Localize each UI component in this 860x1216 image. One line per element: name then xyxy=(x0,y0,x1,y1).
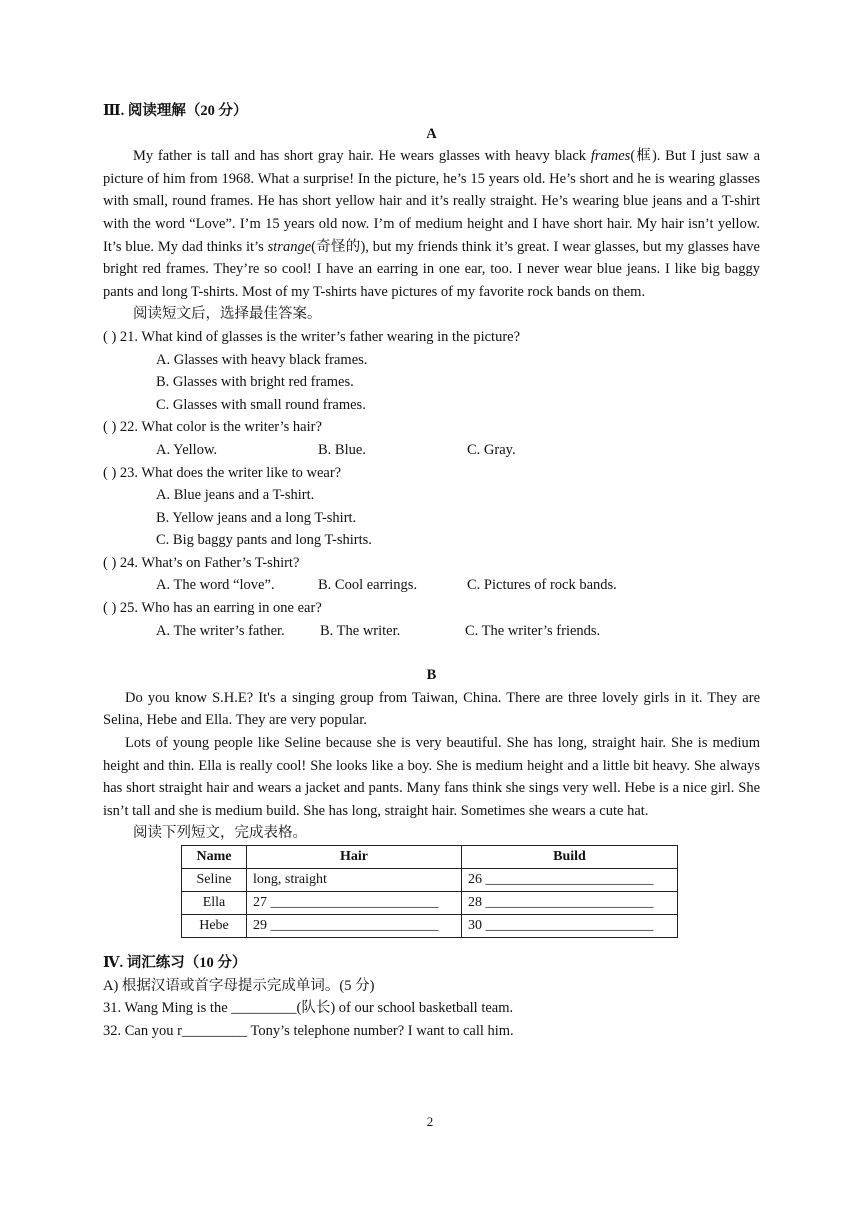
option-22a: A. Yellow. xyxy=(156,441,218,458)
passage-b-heading: B xyxy=(426,667,437,684)
passage-b-paragraph-1: Do you know S.H.E? It's a singing group from Taiwan, China. There are three lovely girls in it. They are Selina, Hebe and Ella. They are very popular. xyxy=(103,689,760,729)
option-23a: A. Blue jeans and a T-shirt. xyxy=(156,487,315,504)
section-4-part-a: A) 根据汉语或首字母提示完成单词。(5 分) xyxy=(103,977,375,994)
table-row xyxy=(182,869,678,892)
table-row xyxy=(182,915,678,938)
question-24: ( ) 24. What’s on Father’s T-shirt? xyxy=(103,554,300,571)
answer-blank-30[interactable]: 30 ________________________ xyxy=(462,915,678,938)
answer-blank-29[interactable]: 29 ________________________ xyxy=(247,915,462,938)
option-22c: C. Gray. xyxy=(467,441,516,458)
option-24c: C. Pictures of rock bands. xyxy=(467,577,617,594)
question-22: ( ) 22. What color is the writer’s hair? xyxy=(103,419,322,436)
table-header: Build xyxy=(462,846,678,869)
section-3-title: Ⅲ. 阅读理解（20 分） xyxy=(103,103,248,119)
spacer xyxy=(103,938,760,952)
option-24b: B. Cool earrings. xyxy=(318,577,418,594)
answer-blank-26[interactable]: 26 ________________________ xyxy=(462,869,678,892)
option-22b: B. Blue. xyxy=(318,441,366,458)
option-21c: C. Glasses with small round frames. xyxy=(156,396,366,413)
table-header-row xyxy=(182,846,678,869)
exam-page xyxy=(103,100,760,1042)
table-header: Hair xyxy=(247,846,462,869)
question-21: ( ) 21. What kind of glasses is the writer’s father wearing in the picture? xyxy=(103,328,521,345)
option-25a: A. The writer’s father. xyxy=(156,622,285,639)
option-21a: A. Glasses with heavy black frames. xyxy=(156,351,368,368)
option-21b: B. Glasses with bright red frames. xyxy=(156,374,354,391)
passage-a-heading: A xyxy=(426,125,437,142)
option-25b: B. The writer. xyxy=(320,622,401,639)
passage-a-text: My father is tall and has short gray hair. He wears glasses with heavy black frames(框). But I just saw a picture of him from 1968. What a surprise! In the picture, he’s 15 years old. He’s short and he is wearing glasses with small, round frames. He has short yellow hair and it’s really straight. He’s wearing blue jeans and a T-shirt with the word “Love”. I’m 15 years old now. I’m of medium height and I have short hair. My hair isn’t yellow. It’s blue. My dad thinks it’s strange(奇怪的), but my friends think it’s great. I wear glasses, but my glasses have bright red frames. They’re so cool! I have an earring in one ear, too. I never wear blue jeans. I like big baggy pants and long T-shirts. Most of my T-shirts have pictures of my favorite rock bands on them. xyxy=(103,148,761,300)
vocab-item-32: 32. Can you r_________ Tony’s telephone number? I want to call him. xyxy=(103,1022,514,1039)
options-25 xyxy=(103,620,760,643)
vocab-item-31: 31. Wang Ming is the _________(队长) of our school basketball team. xyxy=(103,1000,514,1017)
table-cell-name: Hebe xyxy=(182,915,247,938)
option-23c: C. Big baggy pants and long T-shirts. xyxy=(156,532,372,549)
table-header: Name xyxy=(182,846,247,869)
spacer xyxy=(103,642,760,664)
section-4-title: Ⅳ. 词汇练习（10 分） xyxy=(103,955,247,971)
passage-a-instruction: 阅读短文后，选择最佳答案。 xyxy=(133,306,322,323)
question-25: ( ) 25. Who has an earring in one ear? xyxy=(103,600,322,617)
question-23: ( ) 23. What does the writer like to wear? xyxy=(103,464,342,481)
answer-table xyxy=(181,845,678,938)
option-23b: B. Yellow jeans and a long T-shirt. xyxy=(156,509,357,526)
passage-b-instruction: 阅读下列短文，完成表格。 xyxy=(133,825,307,842)
options-24 xyxy=(103,574,760,597)
table-cell-name: Seline xyxy=(182,869,247,892)
page-number: 2 xyxy=(426,1114,434,1129)
answer-blank-27[interactable]: 27 ________________________ xyxy=(247,892,462,915)
answer-blank-28[interactable]: 28 ________________________ xyxy=(462,892,678,915)
options-22 xyxy=(103,439,760,462)
option-25c: C. The writer’s friends. xyxy=(465,622,601,639)
table-cell-name: Ella xyxy=(182,892,247,915)
passage-b-paragraph-2: Lots of young people like Seline because she is very beautiful. She has long, straight hair. She is medium height and thin. Ella is really cool! She looks like a boy. She is medium height and a little bit heavy. She always has short straight hair and wears a jacket and pants. Many fans think she sings very well. Hebe is a nice girl. She isn’t tall and she is medium build. She has long, straight hair. Sometimes she wears a cute hat. xyxy=(103,735,760,819)
table-cell-hair: long, straight xyxy=(247,869,462,892)
option-24a: A. The word “love”. xyxy=(156,577,275,594)
table-row xyxy=(182,892,678,915)
